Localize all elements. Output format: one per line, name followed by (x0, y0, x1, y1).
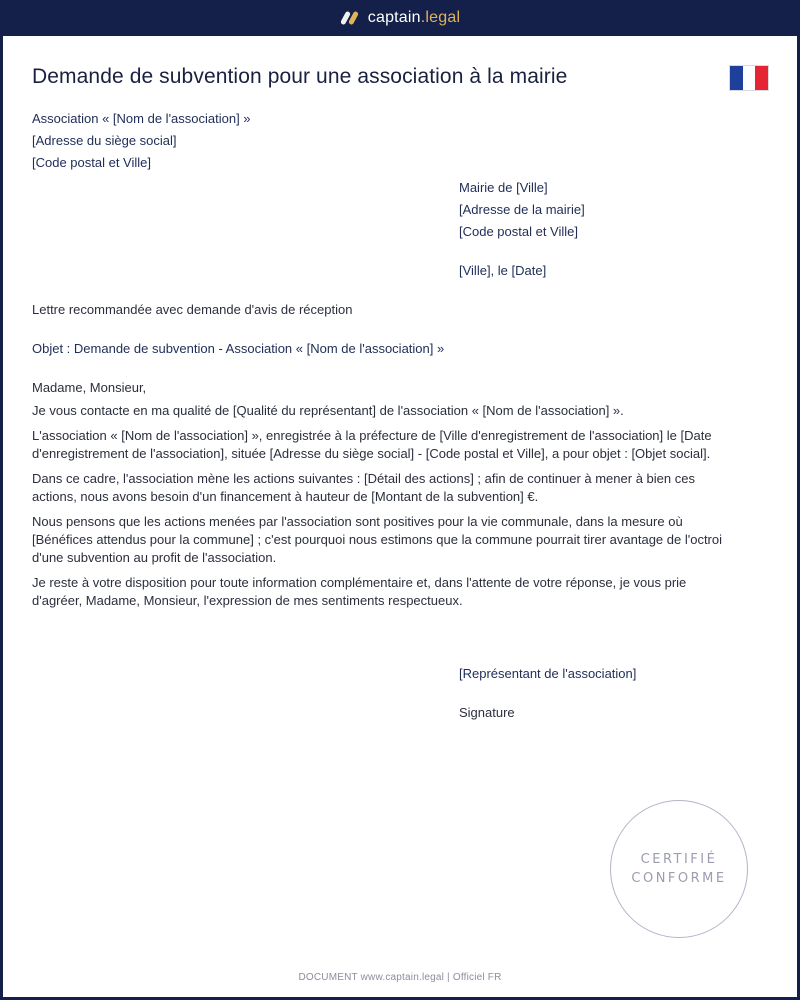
recipient-address (459, 177, 585, 243)
place-date-line: [Ville], le [Date] (459, 263, 547, 278)
body-paragraph: Je reste à votre disposition pour toute information complémentaire et, dans l'attente de votre réponse, je vous prie d'agréer, Madame, Monsieur, l'expression de mes sentiments respectueux. (32, 575, 687, 608)
signature-label: Signature (459, 705, 515, 720)
representative-name: [Représentant de l'association] (459, 666, 637, 681)
footer-text: DOCUMENT www.captain.legal | Officiel FR (298, 972, 502, 983)
body-paragraph: Je vous contacte en ma qualité de [Qualité du représentant] de l'association « [Nom de l'association] ». (32, 403, 624, 418)
brand-name (368, 9, 460, 27)
body-paragraph: Nous pensons que les actions menées par l'association sont positives pour la vie communale, dans la mesure où [Bénéfices attendus pour la commune] ; c'est pourquoi nous estimons que la commune pourrait tirer avantage de l'octroi d'une subvention au profit de l'association. (32, 514, 723, 565)
brand-name-accent: .legal (420, 9, 461, 26)
flag-stripe-white (743, 66, 756, 90)
letter-body (32, 402, 732, 617)
sender-address (32, 108, 251, 174)
flag-stripe-blue (730, 66, 743, 90)
sender-line: Association « [Nom de l'association] » (32, 111, 251, 126)
sender-line: [Code postal et Ville] (32, 155, 151, 170)
double-slash-logo-icon (340, 10, 360, 26)
sender-line: [Adresse du siège social] (32, 133, 177, 148)
flag-stripe-red (755, 66, 768, 90)
document-page (3, 36, 797, 997)
delivery-note: Lettre recommandée avec demande d'avis de réception (32, 302, 353, 317)
french-flag-icon (729, 65, 769, 91)
brand-logo[interactable] (340, 9, 460, 27)
top-bar (0, 0, 800, 36)
salutation: Madame, Monsieur, (32, 380, 147, 395)
subject-line: Objet : Demande de subvention - Association « [Nom de l'association] » (32, 341, 445, 356)
body-paragraph: L'association « [Nom de l'association] », enregistrée à la préfecture de [Ville d'enregistrement de l'association] le [Date d'enregistrement de l'association], située [Adresse du siège social] - [Code postal et Ville], a pour objet : [Objet social]. (32, 428, 712, 461)
recipient-line: [Code postal et Ville] (459, 224, 578, 239)
certified-stamp (610, 800, 748, 938)
document-title: Demande de subvention pour une association à la mairie (32, 65, 568, 88)
brand-name-main: captain (367, 9, 421, 26)
recipient-line: [Adresse de la mairie] (459, 202, 585, 217)
stamp-line: CONFORME (631, 871, 727, 886)
recipient-line: Mairie de [Ville] (459, 180, 548, 195)
body-paragraph: Dans ce cadre, l'association mène les actions suivantes : [Détail des actions] ; afin de continuer à mener à bien ces actions, nous avons besoin d'un financement à hauteur de [Montant de la subvention] €. (32, 471, 695, 504)
stamp-line: CERTIFIÉ (640, 852, 718, 867)
